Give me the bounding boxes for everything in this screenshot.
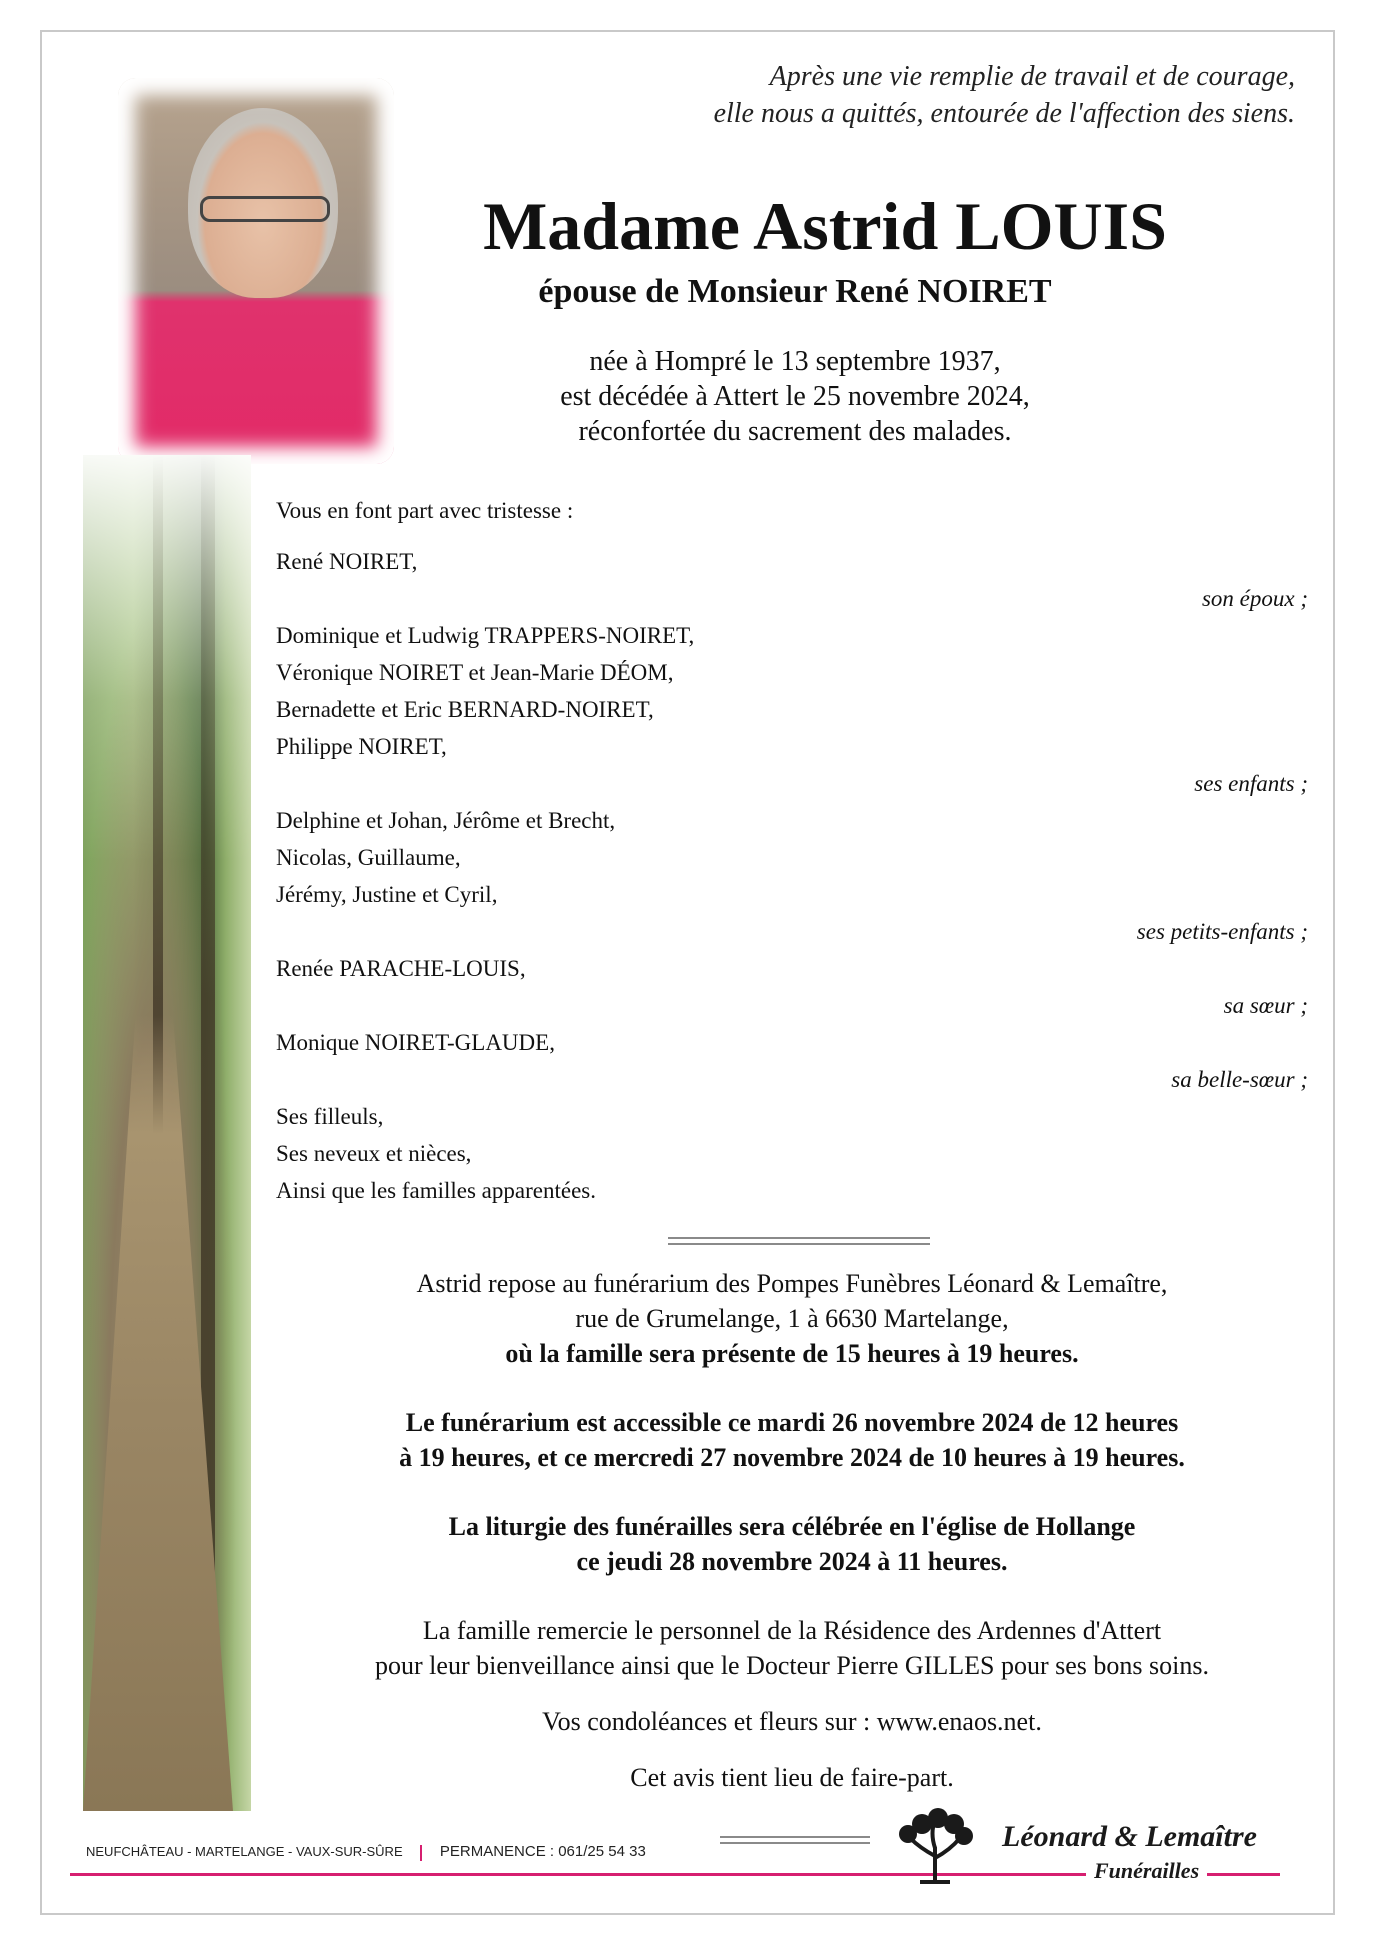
liturgy-line: ce jeudi 28 novembre 2024 à 11 heures. [576,1547,1008,1576]
spouse-line: épouse de Monsieur René NOIRET [538,273,1052,310]
family-role: sa sœur ; [1223,993,1308,1018]
family-role: son époux ; [1201,586,1308,611]
deceased-name: Madame Astrid LOUIS [483,188,1167,264]
announcement-intro: Vous en font part avec tristesse : [276,498,574,523]
liturgy-line: La liturgie des funérailles sera célébrée en l'église de Hollange [448,1512,1136,1541]
thanks-line: pour leur bienveillance ainsi que le Docteur Pierre GILLES pour ses bons soins. [375,1651,1209,1680]
family-name: Philippe NOIRET, [276,734,447,759]
sacrament-line: réconfortée du sacrement des malades. [578,416,1012,447]
death-line: est décédée à Attert le 25 novembre 2024, [560,381,1030,412]
footer-locations: NEUFCHÂTEAU - MARTELANGE - VAUX-SUR-SÛRE [86,1844,403,1859]
closing-line: Ses neveux et nièces, [276,1141,472,1166]
intro-line: Après une vie remplie de travail et de courage, [769,61,1295,92]
brand-subtitle: Funérailles [1086,1858,1207,1884]
family-role: sa belle-sœur ; [1171,1067,1308,1092]
forest-path-image [83,455,251,1811]
closing-line: Ses filleuls, [276,1104,384,1129]
family-name: Monique NOIRET-GLAUDE, [276,1030,555,1055]
footer-permanence: PERMANENCE : 061/25 54 33 [439,1843,646,1860]
repose-hours: où la famille sera présente de 15 heures à 19 heures. [505,1339,1079,1368]
footer-divider [720,1836,870,1844]
intro-quote [714,58,1295,132]
access-line: Le funérarium est accessible ce mardi 26 novembre 2024 de 12 heures [405,1408,1179,1437]
access-line: à 19 heures, et ce mercredi 27 novembre 2024 de 10 heures à 19 heures. [399,1443,1185,1472]
family-role: ses petits-enfants ; [1136,919,1308,944]
brand-name: Léonard & Lemaître [1002,1820,1257,1853]
family-name: Delphine et Johan, Jérôme et Brecht, [276,808,616,833]
family-name: Dominique et Ludwig TRAPPERS-NOIRET, [276,623,695,648]
birth-line: née à Hompré le 13 septembre 1937, [589,346,1001,377]
intro-line: elle nous a quittés, entourée de l'affection des siens. [713,98,1295,129]
closing-line: Ainsi que les familles apparentées. [276,1178,596,1203]
funeral-home-logo [890,1808,1290,1884]
section-divider [668,1237,930,1245]
family-name: Renée PARACHE-LOUIS, [276,956,526,981]
tree-logo-icon [890,1808,980,1884]
funeral-info [276,1266,1308,1795]
family-role: ses enfants ; [1194,771,1308,796]
family-name: Bernadette et Eric BERNARD-NOIRET, [276,697,654,722]
family-name: Véronique NOIRET et Jean-Marie DÉOM, [276,660,674,685]
family-name: Jérémy, Justine et Cyril, [276,882,498,907]
family-announcement [276,492,1308,1209]
notice-line: Cet avis tient lieu de faire-part. [630,1763,954,1792]
thanks-line: La famille remercie le personnel de la Résidence des Ardennes d'Attert [422,1616,1162,1645]
portrait-photo [118,78,394,464]
birth-death-info [400,344,1190,449]
footer-contact [86,1843,646,1861]
family-name: Nicolas, Guillaume, [276,845,461,870]
condolences-line: Vos condoléances et fleurs sur : www.enaos.net. [542,1707,1042,1736]
family-name: René NOIRET, [276,549,418,574]
footer-separator [420,1845,422,1861]
repose-line: rue de Grumelange, 1 à 6630 Martelange, [575,1304,1009,1333]
repose-line: Astrid repose au funérarium des Pompes Funèbres Léonard & Lemaître, [416,1269,1168,1298]
